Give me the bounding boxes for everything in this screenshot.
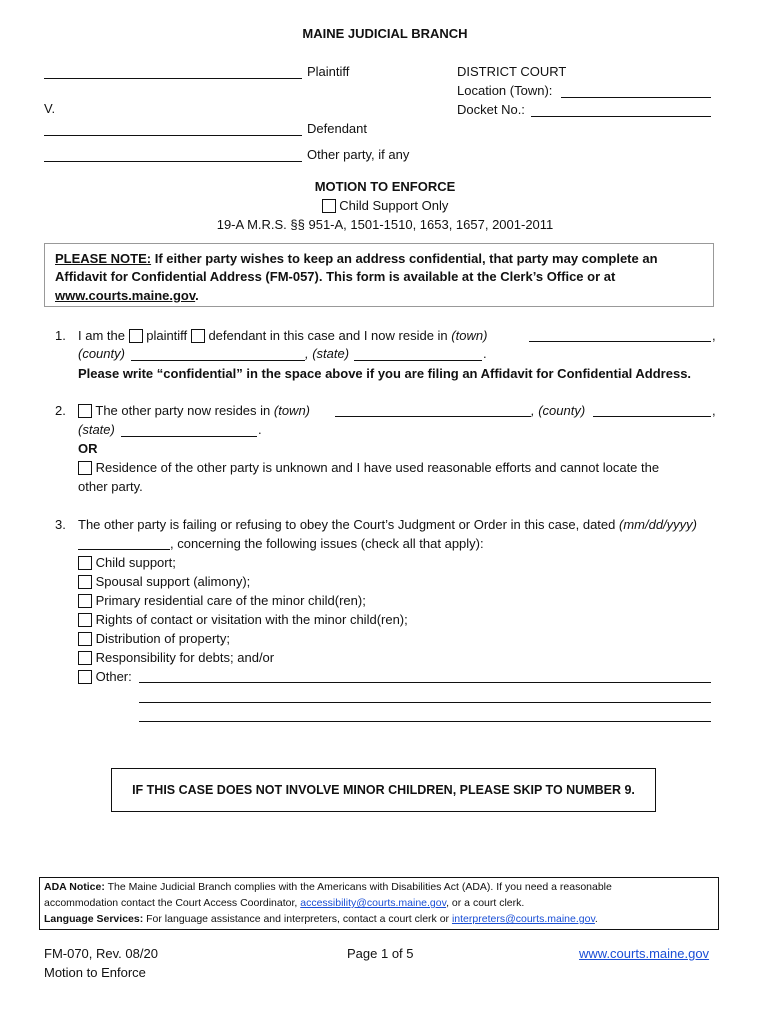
item1-state-field[interactable]: [354, 360, 482, 361]
note-line2: Affidavit for Confidential Address (FM-057). This form is available at the Clerk’s Office or at: [55, 269, 616, 284]
versus-label: V.: [44, 101, 56, 116]
accessibility-email-link[interactable]: accessibility@courts.maine.gov: [300, 897, 447, 909]
form-title: MOTION TO ENFORCE: [314, 179, 456, 194]
item1-town-label: (town): [451, 328, 488, 343]
issue-option-property: [78, 631, 230, 646]
option-label: Rights of contact or visitation with the minor child(ren);: [95, 612, 408, 627]
child-support-only-row: [0, 198, 770, 213]
statutes: 19-A M.R.S. §§ 951-A, 1501-1510, 1653, 1657, 2001-2011: [216, 217, 554, 232]
ada-period: .: [594, 913, 598, 925]
item1-county-label: (county): [78, 346, 125, 361]
item1-line1: [78, 328, 487, 343]
defendant-line[interactable]: [44, 135, 302, 136]
item3-date-format: (mm/dd/yyyy): [619, 517, 697, 532]
item1-town-field[interactable]: [529, 341, 711, 342]
item2-town-label: (town): [273, 403, 311, 418]
child-support-only-checkbox[interactable]: [322, 199, 336, 213]
item1-period: .: [483, 346, 487, 361]
note-label: PLEASE NOTE:: [55, 251, 152, 266]
other-field-line3[interactable]: [139, 721, 711, 722]
language-services-text: For language assistance and interpreters, contact a court clerk or: [146, 913, 450, 925]
option-label: Spousal support (alimony);: [95, 574, 251, 589]
item3-date-field[interactable]: [78, 549, 170, 550]
plaintiff-label: Plaintiff: [307, 64, 350, 79]
other-party-line[interactable]: [44, 161, 302, 162]
item3-line2: , concerning the following issues (check all that apply):: [170, 536, 484, 551]
item2-comma: ,: [712, 403, 716, 418]
other-checkbox[interactable]: [78, 670, 92, 684]
ada-line2: [44, 897, 524, 909]
defendant-label: Defendant: [307, 121, 367, 136]
location-label: Location (Town):: [457, 83, 553, 98]
item1-comma: ,: [712, 328, 716, 343]
item2-number: 2.: [55, 403, 66, 418]
note-text1: If either party wishes to keep an address confidential, that party may complete an: [154, 251, 658, 266]
defendant-checkbox[interactable]: [191, 329, 205, 343]
other-party-label: Other party, if any: [307, 147, 410, 162]
ada-line1: [44, 881, 612, 893]
ada-text2: accommodation contact the Court Access Coordinator,: [44, 897, 298, 909]
spousal-support-checkbox[interactable]: [78, 575, 92, 589]
option-label: Responsibility for debts; and/or: [95, 650, 275, 665]
item1-defendant-label: defendant in this case and I now reside in: [208, 328, 448, 343]
language-services-label: Language Services:: [44, 913, 144, 925]
item2-county-field[interactable]: [593, 416, 711, 417]
item3-text1: The other party is failing or refusing to obey the Court’s Judgment or Order in this case, dated: [78, 517, 616, 532]
ada-text1: The Maine Judicial Branch complies with the Americans with Disabilities Act (ADA). If you need a reasonable: [107, 881, 612, 893]
item1-state-label: , (state): [305, 346, 350, 361]
footer-form-id: FM-070, Rev. 08/20: [44, 946, 158, 961]
item2-period: .: [258, 422, 262, 437]
item1-i-am-the: I am the: [78, 328, 125, 343]
child-support-only-label: Child Support Only: [339, 198, 449, 213]
option-label: Distribution of property;: [95, 631, 231, 646]
docket-label: Docket No.:: [457, 102, 525, 117]
item2-line1: [78, 403, 310, 418]
item2-county-label: , (county): [531, 403, 586, 418]
item2-or: OR: [78, 441, 98, 456]
court-title: MAINE JUDICIAL BRANCH: [302, 26, 468, 41]
other-field-line2[interactable]: [139, 702, 711, 703]
issue-option-debts: [78, 650, 274, 665]
note-period: .: [195, 288, 199, 303]
item3-number: 3.: [55, 517, 66, 532]
location-field[interactable]: [561, 97, 711, 98]
footer-form-name: Motion to Enforce: [44, 965, 146, 980]
item2-unknown-line1: [78, 460, 659, 475]
other-party-resides-checkbox[interactable]: [78, 404, 92, 418]
item2-state-label: (state): [78, 422, 115, 437]
docket-field[interactable]: [531, 116, 711, 117]
skip-notice: IF THIS CASE DOES NOT INVOLVE MINOR CHILDREN, PLEASE SKIP TO NUMBER 9.: [132, 783, 635, 797]
child-support-checkbox[interactable]: [78, 556, 92, 570]
item1-number: 1.: [55, 328, 66, 343]
other-field-line1[interactable]: [139, 682, 711, 683]
item3-line1: [78, 517, 697, 532]
item1-plaintiff-label: plaintiff: [146, 328, 188, 343]
item1-confidential-note: Please write “confidential” in the space above if you are filing an Affidavit for Confidential Address.: [78, 366, 692, 381]
residence-unknown-checkbox[interactable]: [78, 461, 92, 475]
issue-option-child-support: [78, 555, 176, 570]
item2-town-field[interactable]: [335, 416, 531, 417]
ada-label: ADA Notice:: [44, 881, 105, 893]
note-line1: [55, 251, 658, 266]
contact-rights-checkbox[interactable]: [78, 613, 92, 627]
option-label: Primary residential care of the minor child(ren);: [95, 593, 366, 608]
issue-option-residential-care: [78, 593, 366, 608]
footer-page-number: Page 1 of 5: [347, 946, 414, 961]
item2-unknown-text: Residence of the other party is unknown and I have used reasonable efforts and cannot locate the: [95, 460, 660, 475]
property-checkbox[interactable]: [78, 632, 92, 646]
item1-county-field[interactable]: [131, 360, 305, 361]
ada-line3: [44, 913, 598, 925]
debts-checkbox[interactable]: [78, 651, 92, 665]
plaintiff-checkbox[interactable]: [129, 329, 143, 343]
interpreters-email-link[interactable]: interpreters@courts.maine.gov: [451, 913, 595, 925]
issue-option-spousal-support: [78, 574, 250, 589]
note-line3: [55, 288, 199, 303]
residential-care-checkbox[interactable]: [78, 594, 92, 608]
item2-text: The other party now resides in: [95, 403, 271, 418]
note-link[interactable]: www.courts.maine.gov: [55, 288, 196, 303]
option-label: Child support;: [95, 555, 176, 570]
item2-unknown-line2: other party.: [78, 479, 143, 494]
issue-option-other: [78, 669, 132, 684]
footer-website-link[interactable]: www.courts.maine.gov: [579, 946, 710, 961]
option-label: Other:: [95, 669, 132, 684]
ada-text3: , or a court clerk.: [446, 897, 525, 909]
issue-option-contact-rights: [78, 612, 408, 627]
item2-state-field[interactable]: [121, 436, 257, 437]
plaintiff-line[interactable]: [44, 78, 302, 79]
district-court-label: DISTRICT COURT: [457, 64, 567, 79]
